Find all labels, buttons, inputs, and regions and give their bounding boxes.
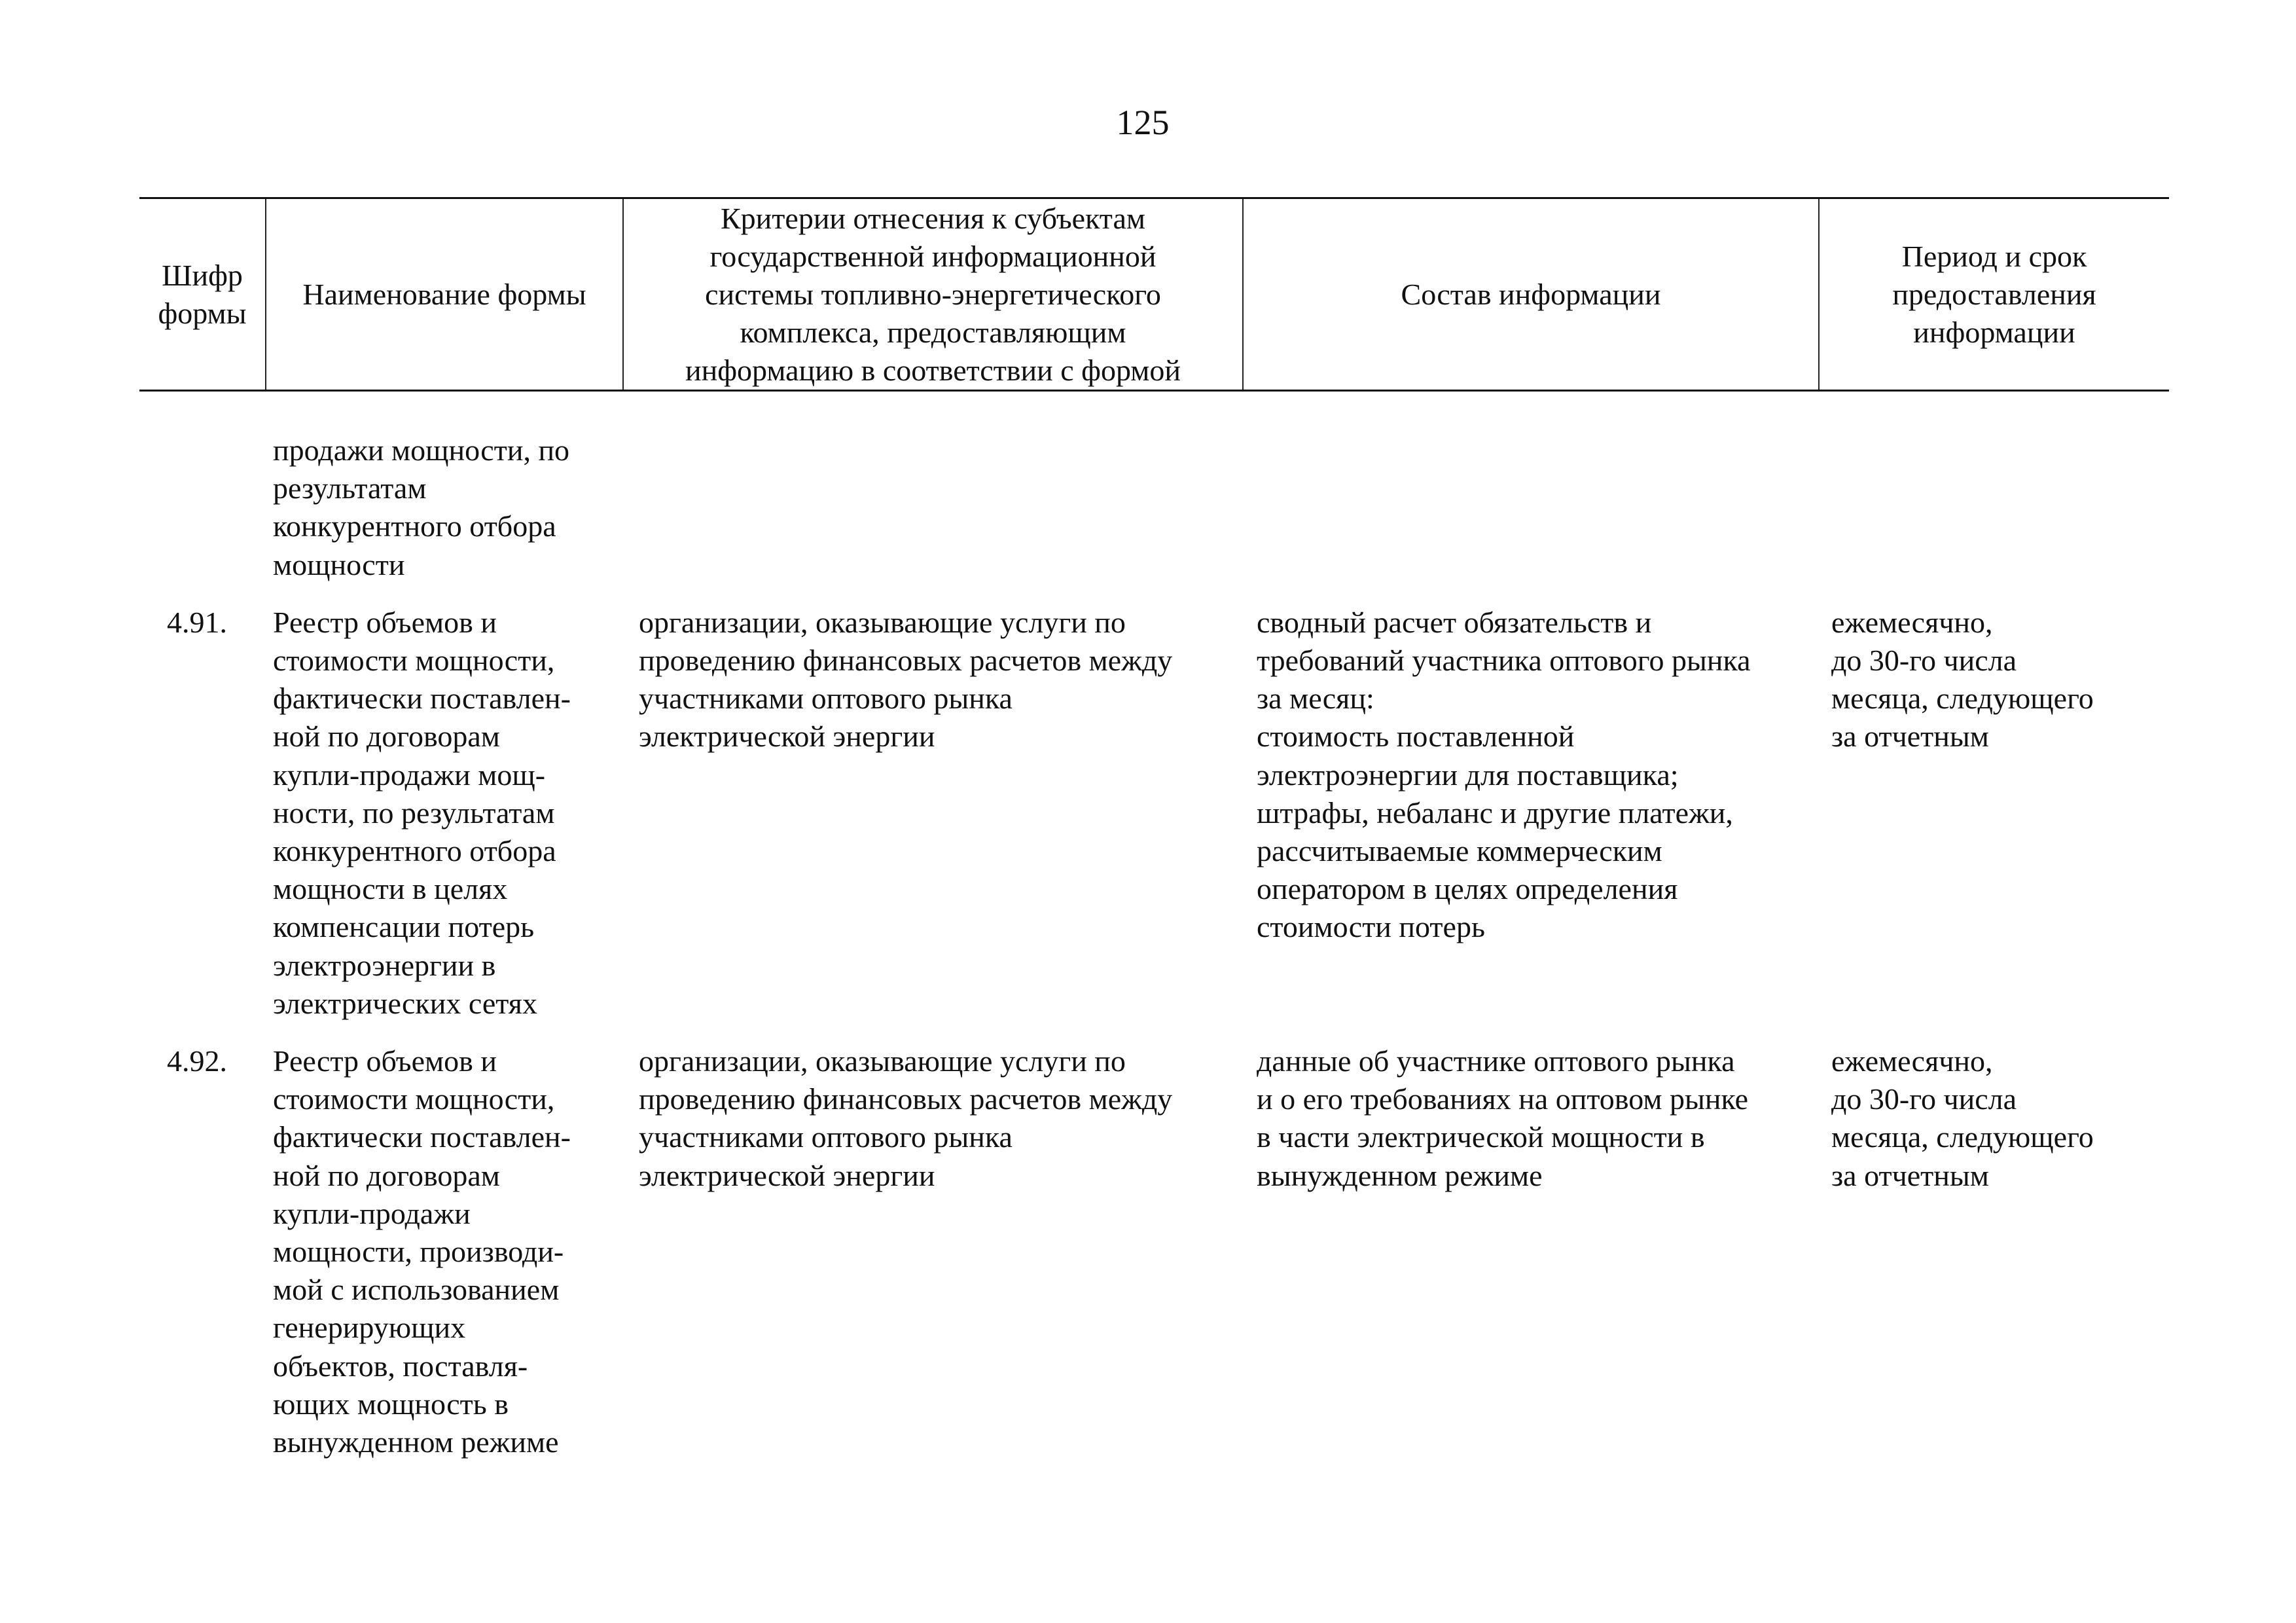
row-criteria: организации, оказывающие услуги по проведению финансовых расчетов между участниками оптового рынка электрической энергии bbox=[639, 1044, 1173, 1192]
row-period: ежемесячно, до 30-го числа месяца, следующего за отчетным bbox=[1831, 1044, 2094, 1192]
row-form-name: Реестр объемов и стоимости мощности, фактически поставлен- ной по договорам купли-продажи мощности, производи- мой с использованием генерирующих объектов, поставля- ющих мощность в вынужденном режиме bbox=[273, 1044, 571, 1459]
row-code: 4.92. bbox=[167, 1044, 227, 1078]
table-row-continuation bbox=[139, 431, 2169, 584]
continuation-period bbox=[1818, 431, 2169, 584]
table-row bbox=[139, 1042, 2169, 1461]
table-body bbox=[139, 431, 2169, 1461]
header-period: Период и срок предоставления информации bbox=[1818, 199, 2169, 390]
row-code: 4.91. bbox=[167, 605, 227, 639]
continuation-code bbox=[139, 431, 265, 584]
continuation-form-name: продажи мощности, по результатам конкурентного отбора мощности bbox=[273, 433, 570, 581]
row-content: сводный расчет обязательств и требований участника оптового рынка за месяц: стоимость поставленной электроэнергии для поставщика; штрафы, небаланс и другие платежи, рассчитываемые коммерческим оператором в целях определения стоимости потерь bbox=[1257, 605, 1751, 944]
page-number: 125 bbox=[1116, 103, 1170, 142]
row-criteria: организации, оказывающие услуги по проведению финансовых расчетов между участниками оптового рынка электрической энергии bbox=[639, 605, 1173, 754]
document-table bbox=[139, 197, 2169, 1461]
row-form-name: Реестр объемов и стоимости мощности, фактически поставлен- ной по договорам купли-продажи мощ- ности, по результатам конкурентного отбора мощности в целях компенсации потерь электроэнергии в электрических сетях bbox=[273, 605, 571, 1020]
header-criteria: Критерии отнесения к субъектам государственной информационной системы топливно-энергетического комплекса, предоставляющим информацию в соответствии с формой bbox=[622, 199, 1242, 390]
table-row bbox=[139, 604, 2169, 1023]
row-period: ежемесячно, до 30-го числа месяца, следующего за отчетным bbox=[1831, 605, 2094, 754]
continuation-content bbox=[1242, 431, 1818, 584]
header-content: Состав информации bbox=[1242, 199, 1818, 390]
header-code: Шифр формы bbox=[158, 258, 247, 330]
header-form-name: Наименование формы bbox=[265, 199, 622, 390]
row-content: данные об участнике оптового рынка и о его требованиях на оптовом рынке в части электрической мощности в вынужденном режиме bbox=[1257, 1044, 1749, 1192]
continuation-criteria bbox=[622, 431, 1242, 584]
table-header bbox=[139, 197, 2169, 392]
